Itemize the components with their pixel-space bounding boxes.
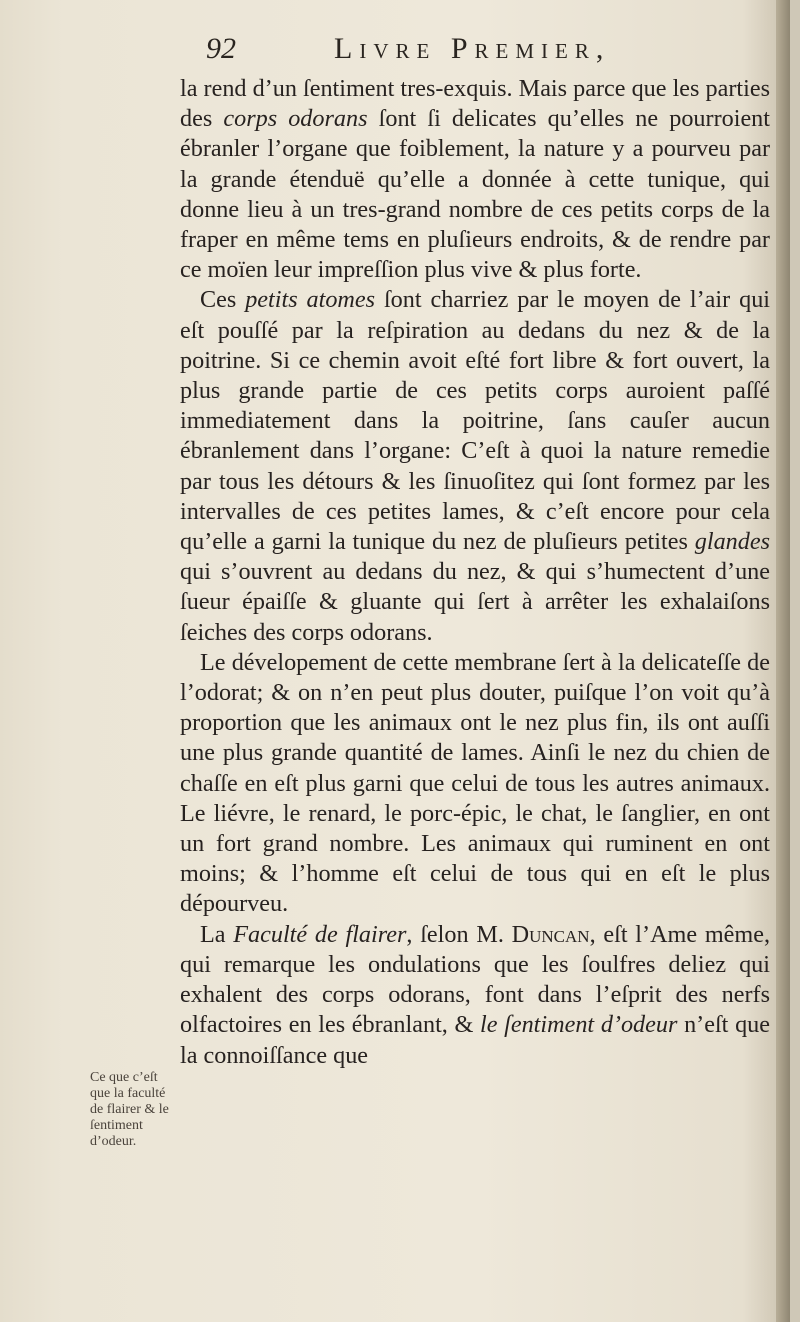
paragraph: Le dévelopement de cette membrane ſert à la delicateſſe de l’odorat; & on n’en peut plus douter, puiſque l’on voit qu’à proportion que les animaux ont le nez plus fin, ils ont auſſi une plus grande quantité de lames. Ainſi le nez du chien de chaſſe en eſt plus garni que celui de tous les autres animaux. Le liévre, le renard, le porc-épic, le chat, le ſanglier, en ont un fort grand nombre. Les animaux qui ruminent en ont moins; & l’homme eſt celui de tous qui en eſt le plus dépourveu. [180, 648, 770, 918]
italic-run: glandes [694, 528, 770, 556]
italic-run: petits atomes [245, 286, 376, 314]
running-header [206, 32, 766, 72]
paragraph: la rend d’un ſentiment tres-exquis. Mais parce que les parties des corps odorans ſont ſi delicates qu’elles ne pourroient ébranler l’organe que foiblement, la nature y a pourveu par la grande étenduë qu’elle a donnée à cette tunique, qui donne lieu à un tres-grand nombre de ces petits corps de la fraper en même tems en pluſieurs endroits, & de rendre par ce moïen leur impreſſion plus vive & plus forte. [180, 75, 770, 284]
italic-run: Faculté de flairer [233, 920, 407, 948]
margin-note: Ce que c’eſt que la faculté de flairer & le ſentiment d’odeur. [90, 1070, 169, 1149]
small-caps-run: Duncan [511, 920, 590, 948]
paragraph: Ces petits atomes ſont charriez par le moyen de l’air qui eſt pouſſé par la reſpiration au dedans du nez & de la poitrine. Si ce chemin avoit eſté fort libre & fort ouvert, la plus grande partie de ces petits corps auroient paſſé immediatement dans la poitrine, ſans cauſer aucun ébranlement dans l’organe: C’eſt à quoi la nature remedie par tous les détours & les ſinuoſitez qui ſont formez par les intervalles de ces petites lames, & c’eſt encore pour cela qu’elle a garni la tunique du nez de pluſieurs petites glandes qui s’ouvrent au dedans du nez, & qui s’humectent d’une ſueur épaiſſe & gluante qui ſert à arrêter les exhalaiſons ſeiches des corps odorans. [180, 286, 771, 646]
italic-run: corps odorans [223, 105, 368, 133]
page-number: 92 [206, 32, 236, 65]
italic-run: le ſentiment d’odeur [480, 1011, 678, 1039]
page-edge-shadow [776, 0, 790, 1322]
paragraph: La Faculté de flairer, ſelon M. Duncan, eſt l’Ame même, qui remarque les ondulations que les ſoulfres deliez qui exhalent des corps odorans, font dans l’eſprit des nerfs olfactoires en les ébranlant, & le ſentiment d’odeur n’eſt que la connoiſſance que [180, 920, 770, 1069]
running-title: Livre Premier, [334, 32, 611, 65]
body-text [180, 74, 770, 1071]
